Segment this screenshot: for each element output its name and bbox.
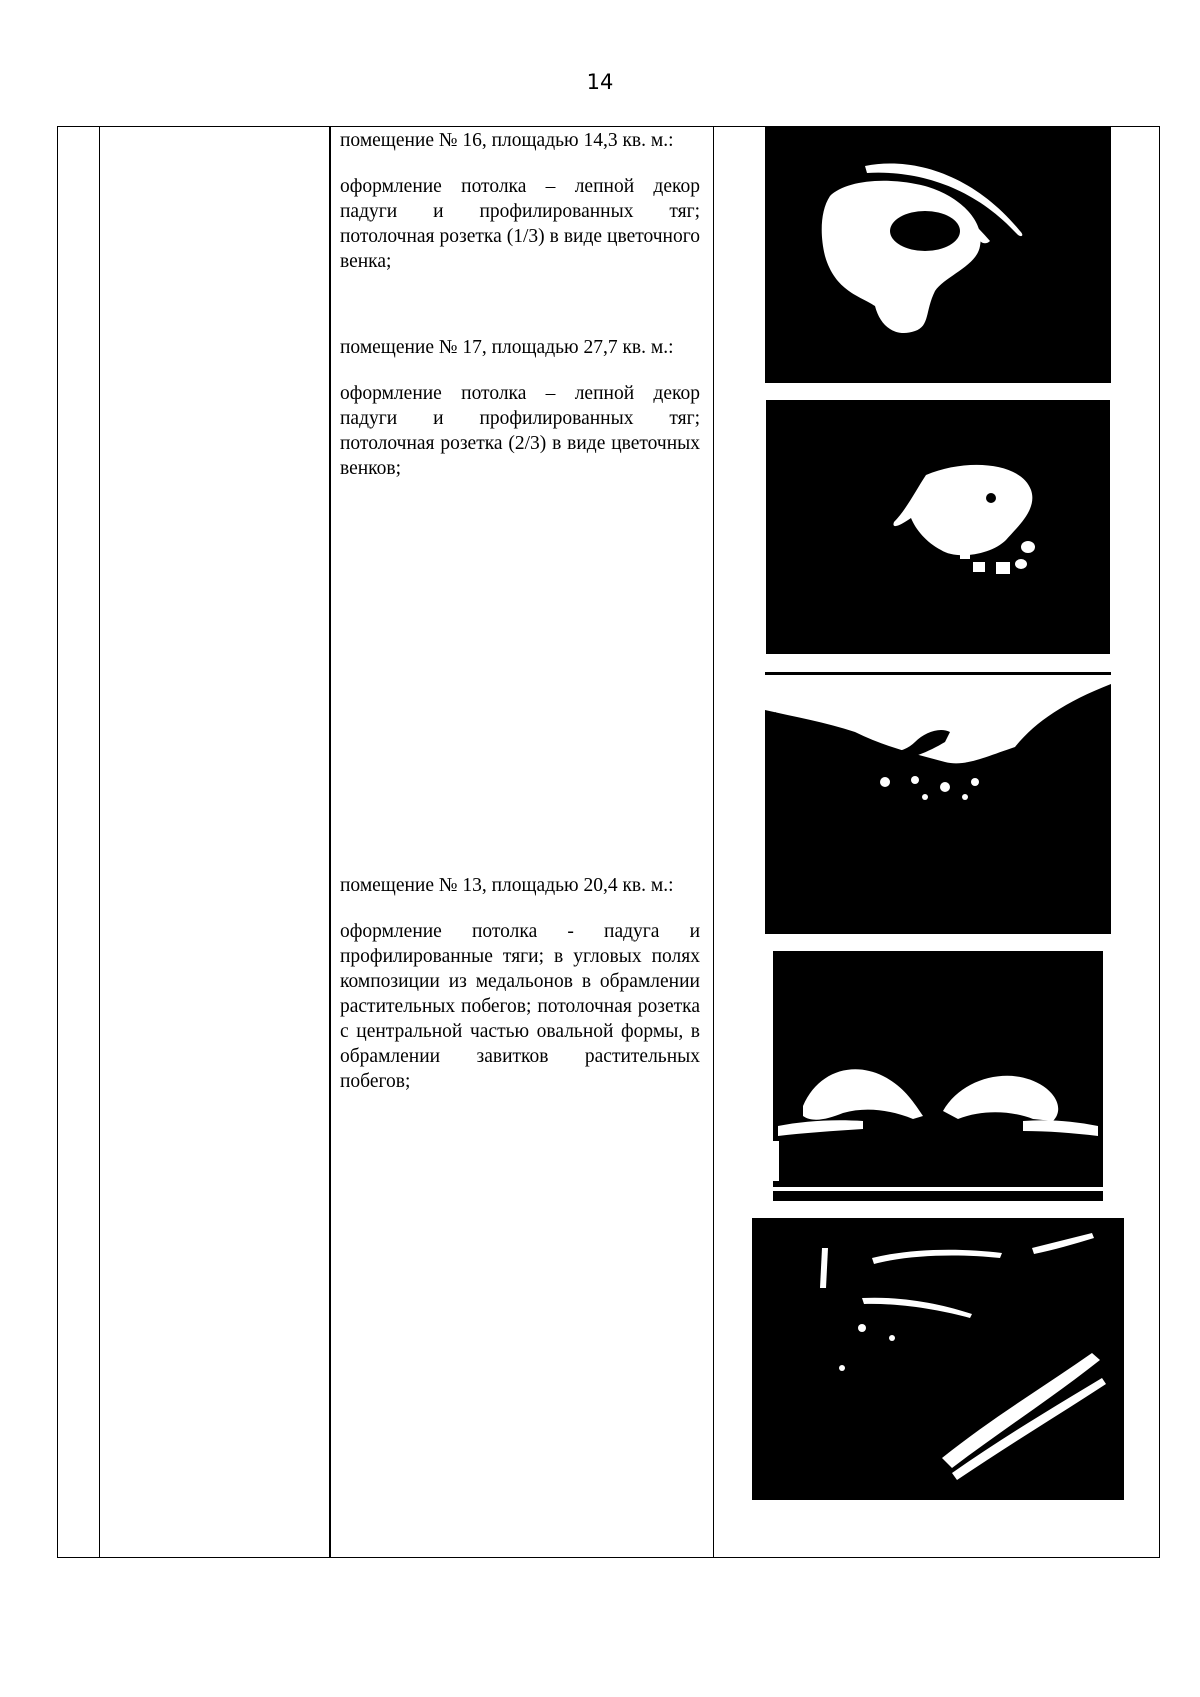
room-title: помещение № 13, площадью 20,4 кв. м.:: [340, 875, 674, 896]
column-divider-3: [713, 126, 714, 1558]
room-description: оформление потолка – лепной декор падуги и профилированных тяг; потолочная розетка (2/3) в виде цветочных венков;: [340, 383, 700, 479]
ceiling-photo-3: [765, 672, 1111, 934]
room-title: помещение № 17, площадью 27,7 кв. м.:: [340, 337, 674, 358]
entry-room-16: [340, 128, 700, 274]
room-description: оформление потолка – лепной декор падуги и профилированных тяг; потолочная розетка (1/3) в виде цветочного венка;: [340, 176, 700, 272]
ceiling-photo-2: [766, 400, 1110, 654]
entry-room-17: [340, 335, 700, 481]
entry-room-13: [340, 873, 700, 1094]
room-description: оформление потолка - падуга и профилированные тяги; в угловых полях композиции из медальонов в обрамлении растительных побегов; потолочная розетка с центральной частью овальной формы, в обрамлении завитков растительных побегов;: [340, 921, 700, 1092]
ceiling-photo-5: [752, 1218, 1124, 1500]
page-number: 14: [586, 70, 614, 94]
ceiling-photo-1: [765, 126, 1111, 383]
column-divider-2: [329, 126, 331, 1558]
room-title: помещение № 16, площадью 14,3 кв. м.:: [340, 130, 674, 151]
ceiling-photo-4: [773, 951, 1103, 1201]
column-divider-1: [99, 126, 100, 1558]
